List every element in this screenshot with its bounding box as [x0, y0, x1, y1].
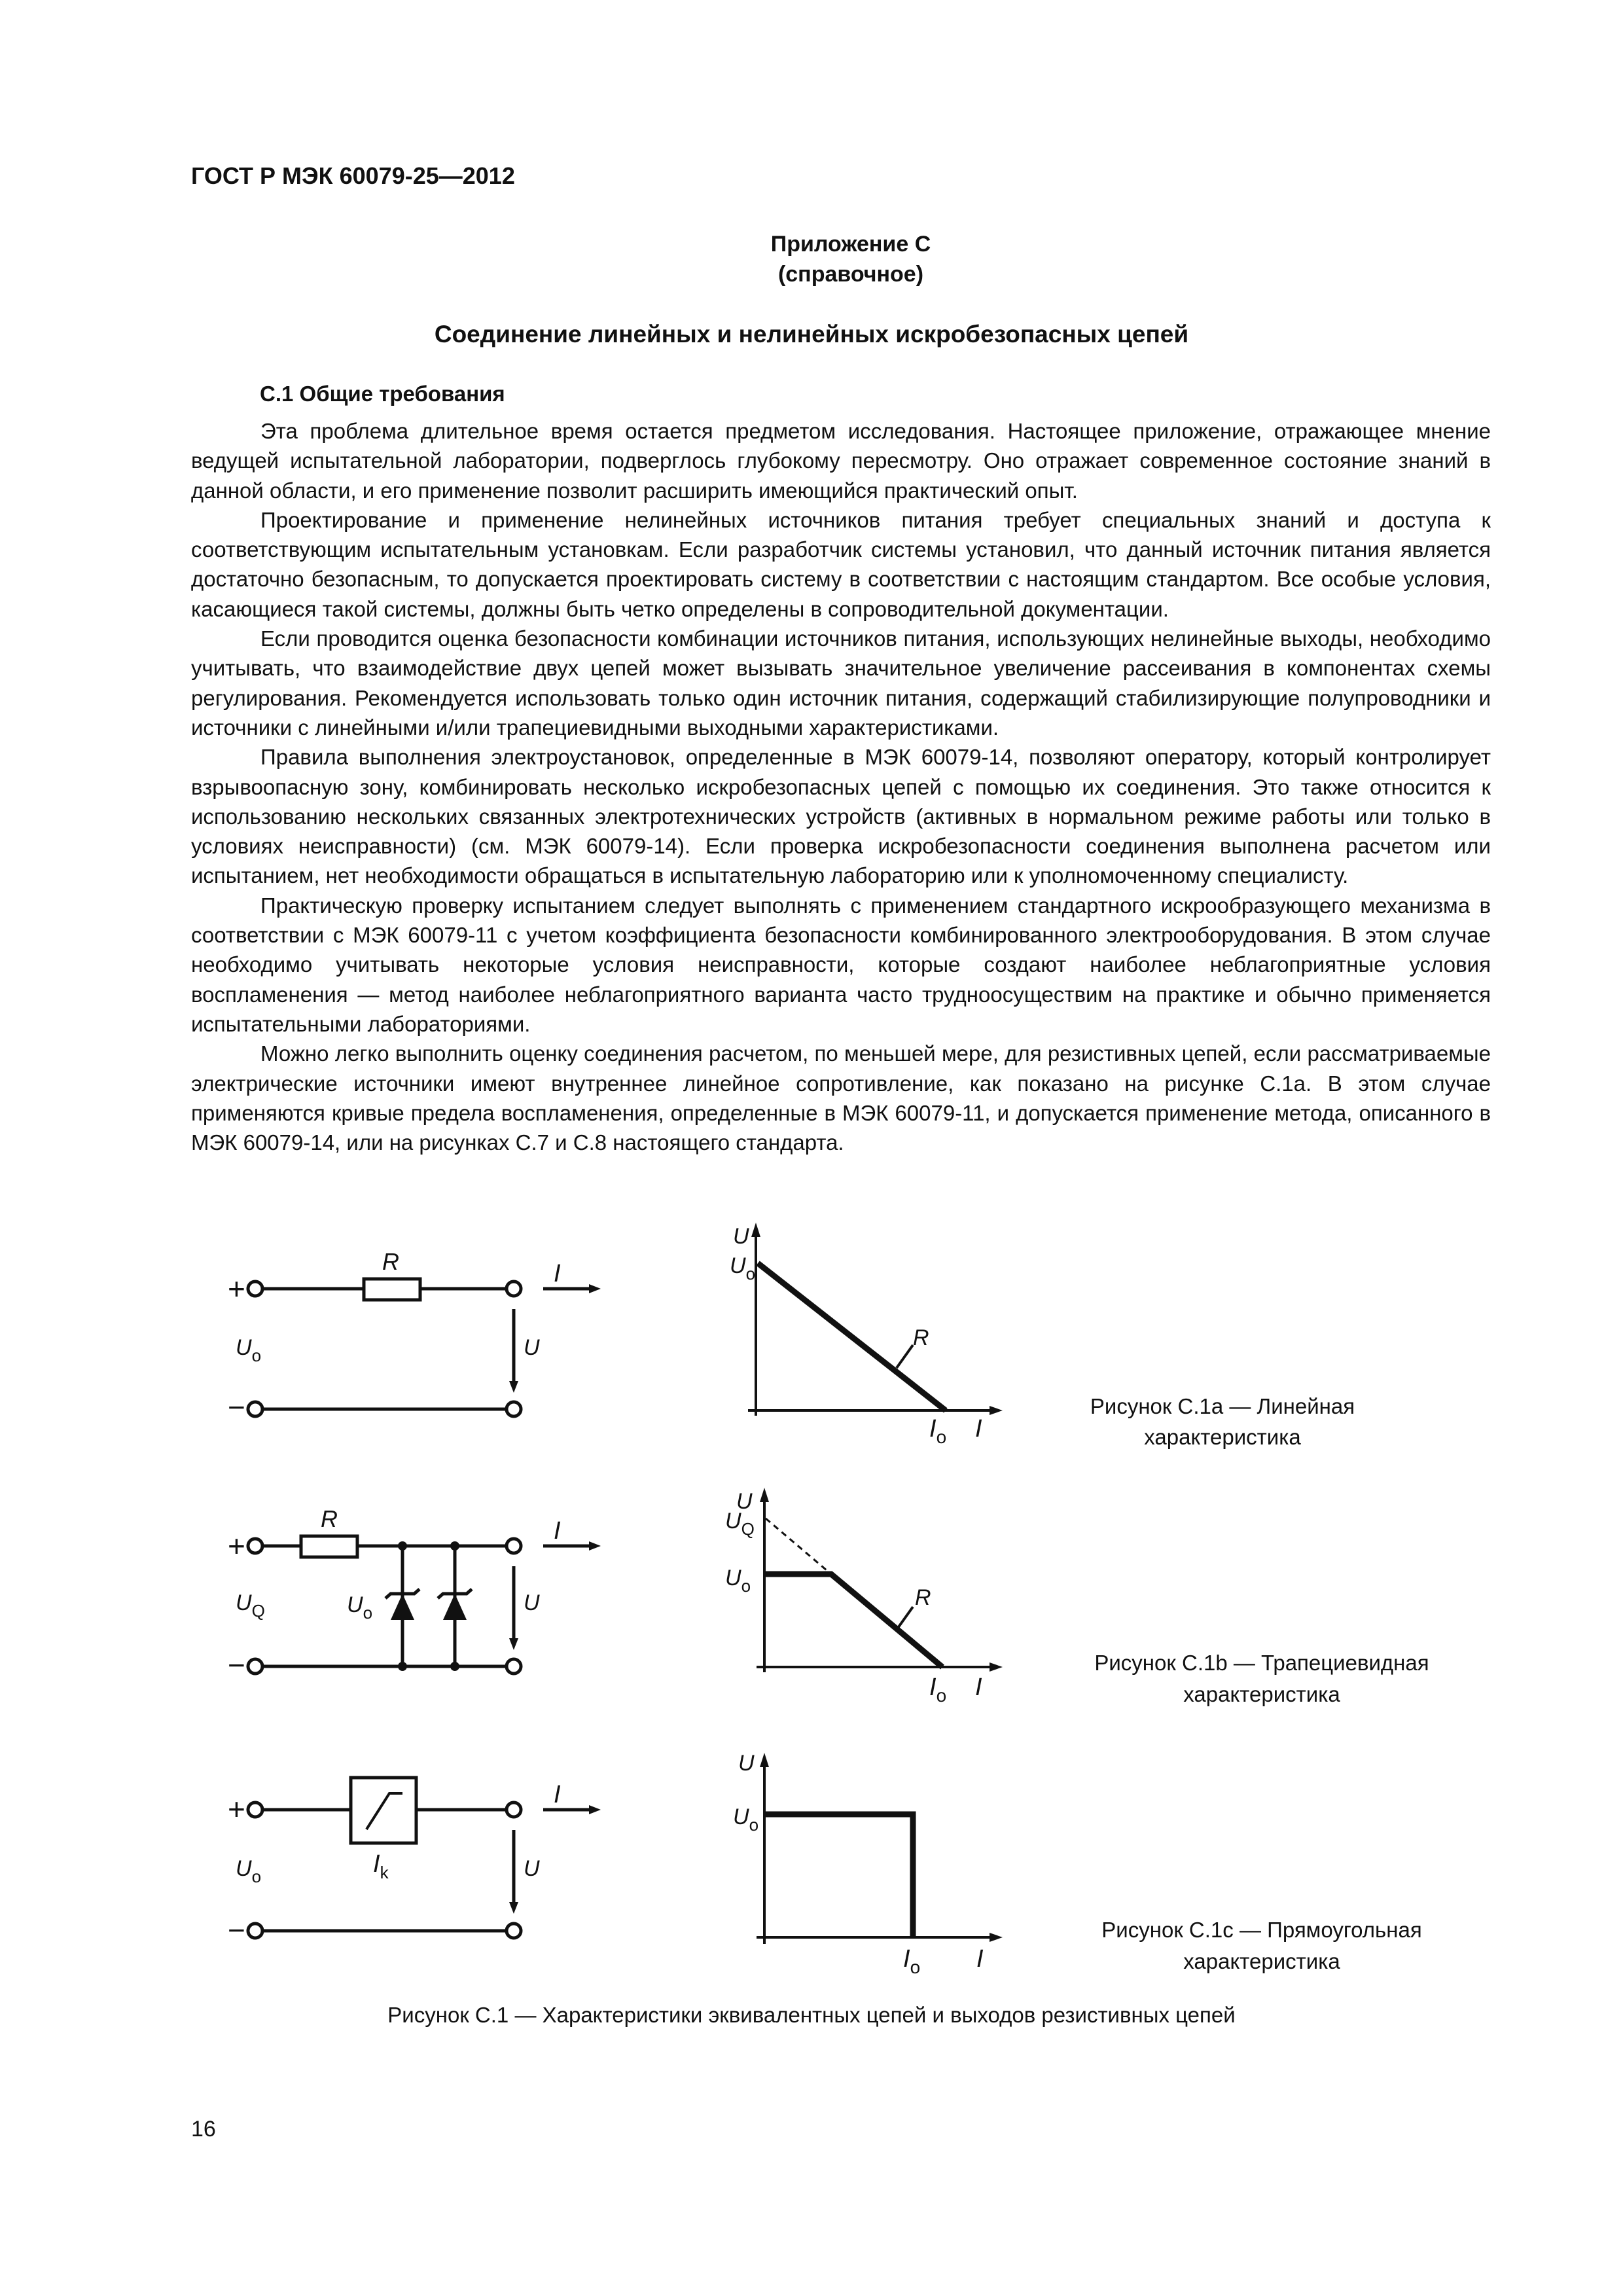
paragraph: Эта проблема длительное время остается предметом исследования. Настоящее приложение, отражающее мнение ведущей испытательной лаборатории, подверглось глубокому пересмотру. Оно отражает современное состояние знаний в данной области, и его применение позволит расширить имеющийся практический опыт. — [191, 419, 1491, 503]
fig-a-caption-2: характеристика — [1144, 1425, 1301, 1449]
plus-sign: + — [228, 1272, 245, 1306]
svg-text:R: R — [913, 1325, 929, 1350]
svg-text:I: I — [554, 1517, 561, 1545]
paragraph: Можно легко выполнить оценку соединения расчетом, по меньшей мере, для резистивных цепей, если рассматриваемые электрические источники имеют внутреннее линейное сопротивление, как показано на рисунке С.1а. В этом случае применяются кривые предела воспламенения, определенные в МЭК 60079-11, и допускается применение метода, описанного в МЭК 60079-14, или на рисунках С.7 и С.8 настоящего стандарта. — [191, 1041, 1491, 1155]
page-number: 16 — [191, 2117, 216, 2142]
fig-a-caption-1: Рисунок С.1а — Линейная — [1090, 1394, 1355, 1418]
terminal — [248, 1924, 262, 1938]
appendix-title: Приложение С — [770, 232, 931, 257]
svg-text:U: U — [736, 1489, 753, 1514]
section-title: Соединение линейных и нелинейных искробезопасных цепей — [434, 321, 1189, 348]
terminal — [507, 1402, 521, 1416]
figure-caption: Рисунок С.1 — Характеристики эквивалентных цепей и выходов резистивных цепей — [387, 2003, 1236, 2027]
document-header: ГОСТ Р МЭК 60079-25—2012 — [191, 162, 515, 189]
fig-c-caption-1: Рисунок С.1с — Прямоугольная — [1101, 1918, 1422, 1942]
voltage-label: U — [524, 1335, 540, 1360]
appendix-subtitle: (справочное) — [777, 262, 924, 287]
svg-text:Uo: $U_o$ — [733, 1804, 759, 1835]
body-text — [191, 416, 1491, 1157]
paragraph: Правила выполнения электроустановок, определенные в МЭК 60079-14, позволяют оператору, который контролирует взрывоопасную зону, комбинировать несколько искробезопасных цепей с помощью их соединения. Это также относится к использованию нескольких связанных электротехнических устройств (активных в нормальном режиме работы или только в условиях неисправности) (см. МЭК 60079-14). Если проверка искробезопасности соединения выполнена расчетом или испытанием, нет необходимости обращаться в испытательную лабораторию или к уполномоченному специалисту. — [191, 745, 1491, 888]
current-label: I — [554, 1260, 561, 1287]
svg-text:−: − — [228, 1913, 245, 1947]
terminal — [248, 1803, 262, 1817]
fig-b-caption-1: Рисунок С.1b — Трапециевидная — [1094, 1651, 1429, 1675]
svg-text:I: I — [554, 1781, 561, 1808]
graph-b — [725, 1488, 1003, 1706]
paragraph: Если проводится оценка безопасности комбинации источников питания, использующих нелинейные выходы, необходимо учитывать, что взаимодействие двух цепей может вызывать значительное увеличение рассеивания в компонентах схемы регулирования. Рекомендуется использовать только один источник питания, содержащий стабилизирующие полупроводники и источники с линейными и/или трапециевидными выходными характеристиками. — [191, 626, 1491, 740]
svg-text:U: U — [524, 1856, 540, 1881]
terminal — [507, 1803, 521, 1817]
svg-text:I: I — [975, 1415, 982, 1443]
fig-c-caption-2: характеристика — [1183, 1949, 1340, 1973]
svg-text:Io: $I_o$ — [929, 1674, 947, 1706]
circuit-c — [228, 1778, 601, 1947]
paragraph: Практическую проверку испытанием следует выполнять с применением стандартного искрообразующего механизма в соответствии с МЭК 60079-11 с учетом коэффициента безопасности комбинированного электрооборудования. В этом случае необходимо учитывать некоторые условия неисправности, которые создают наиболее неблагоприятные условия воспламенения — метод наиболее неблагоприятного варианта часто трудноосуществим на практике и обычно применяется испытательными лабораториями. — [191, 893, 1491, 1036]
figure-c1 — [0, 1204, 1623, 2003]
svg-text:+: + — [228, 1529, 245, 1563]
svg-text:U: U — [524, 1590, 540, 1615]
svg-text:Io: $I_o$ — [903, 1945, 921, 1977]
current-limiter-block — [351, 1778, 416, 1843]
paragraph: Проектирование и применение нелинейных источников питания требует специальных знаний и доступа к соответствующим испытательным установкам. Если разработчик системы установил, что данный источник питания является достаточно безопасным, то допускается проектировать систему в соответствии с настоящим стандартом. Все особые условия, касающиеся такой системы, должны быть четко определены в сопроводительной документации. — [191, 507, 1491, 621]
svg-text:Ik: $I_k$ — [373, 1850, 389, 1882]
svg-text:U: U — [733, 1224, 749, 1249]
svg-text:R: R — [915, 1585, 931, 1610]
subsection-title: С.1 Общие требования — [260, 382, 505, 406]
circuit-a — [228, 1248, 601, 1424]
graph-c — [733, 1751, 1003, 1977]
source-voltage-label: $U_o$ — [236, 1335, 262, 1365]
terminal — [248, 1659, 262, 1674]
svg-text:Io: $I_o$ — [929, 1415, 947, 1447]
terminal — [248, 1539, 262, 1553]
source-voltage-label: $U_Q$ — [236, 1590, 265, 1621]
appendix-heading — [654, 229, 1047, 289]
zener-diode — [438, 1589, 472, 1620]
svg-text:Uo: $U_o$ — [730, 1253, 756, 1283]
svg-text:R: R — [321, 1505, 338, 1532]
terminal — [507, 1659, 521, 1674]
circuit-b — [228, 1505, 601, 1682]
terminal — [507, 1282, 521, 1296]
svg-text:UQ: $U_Q$ — [725, 1509, 755, 1539]
terminal — [507, 1539, 521, 1553]
zener-diode — [385, 1589, 419, 1620]
svg-text:Uo: $U_o$ — [725, 1566, 751, 1596]
resistor — [301, 1536, 357, 1557]
terminal — [248, 1282, 262, 1296]
svg-text:I: I — [976, 1945, 984, 1973]
resistor-label: R — [382, 1248, 399, 1275]
terminal — [248, 1402, 262, 1416]
svg-text:+: + — [228, 1792, 245, 1826]
graph-a — [730, 1223, 1003, 1447]
svg-text:I: I — [975, 1674, 982, 1701]
svg-text:Uo: $U_o$ — [347, 1592, 373, 1623]
svg-text:U: U — [738, 1751, 755, 1776]
fig-b-caption-2: характеристика — [1183, 1682, 1340, 1706]
terminal — [507, 1924, 521, 1938]
resistor — [364, 1279, 420, 1300]
rectangular-characteristic — [766, 1814, 913, 1937]
svg-text:Uo: $U_o$ — [236, 1856, 262, 1886]
svg-text:−: − — [228, 1648, 245, 1682]
minus-sign: − — [228, 1390, 245, 1424]
